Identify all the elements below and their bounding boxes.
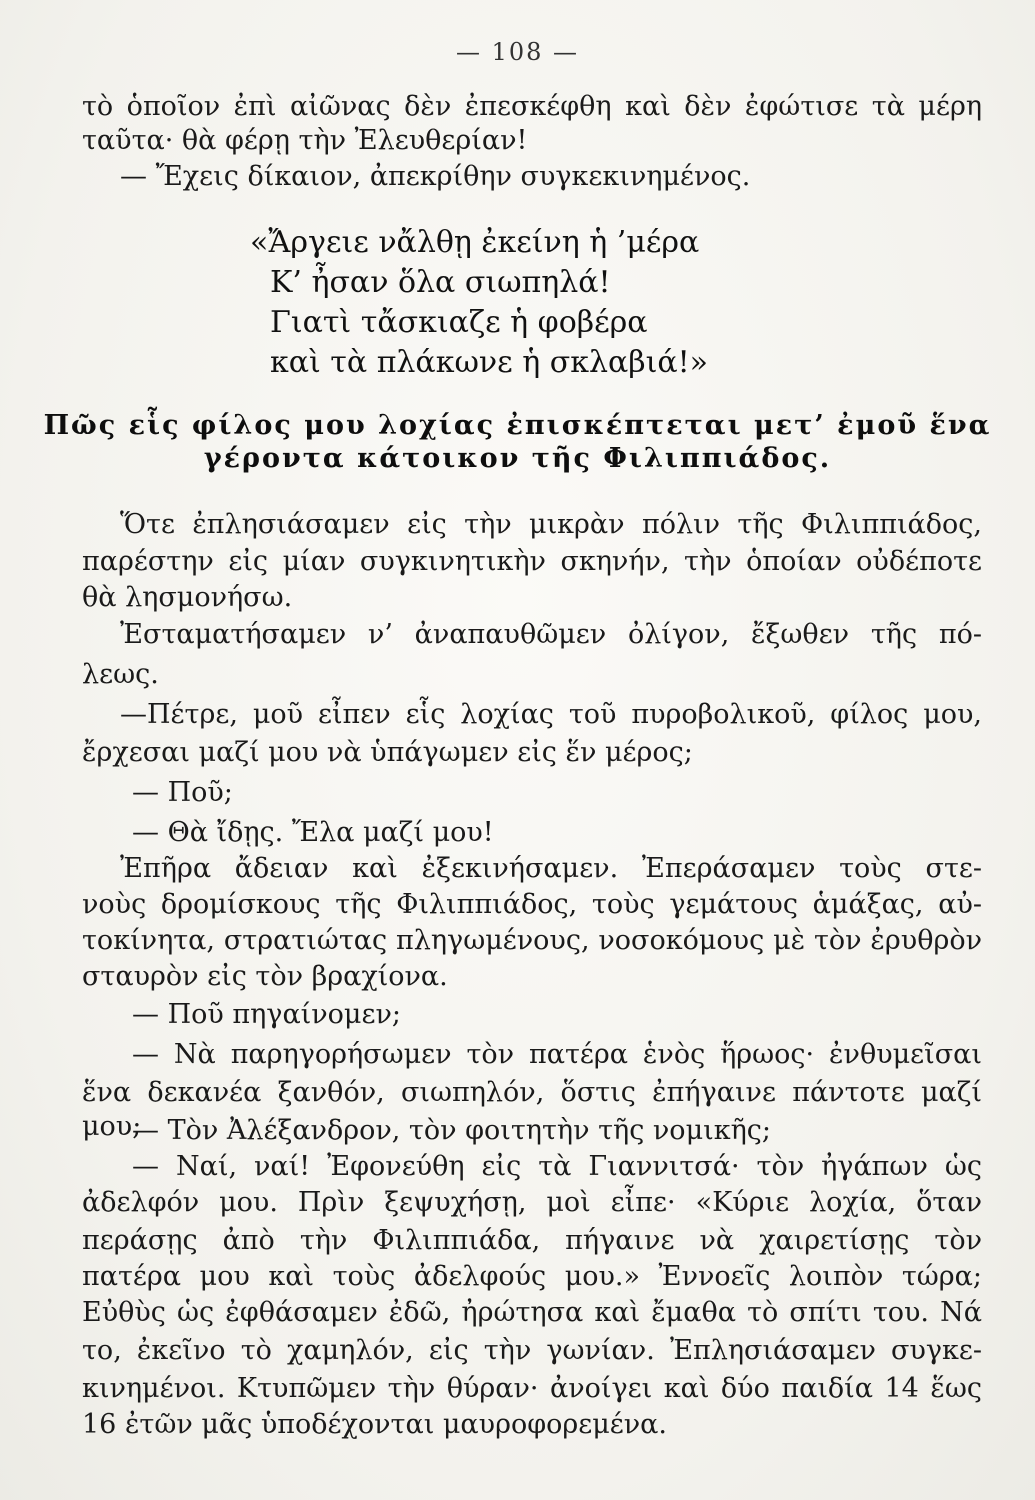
text-line: πατέρα μου καὶ τοὺς ἀδελφούς μου.» Ἐννοεῖς λοιπὸν τώρα; [82, 1261, 982, 1292]
text-line: — Ποῦ πηγαίνομεν; [132, 999, 401, 1030]
page-number: — 108 — [455, 38, 580, 66]
text-line: λεως. [82, 659, 159, 690]
text-line: — Ναί, ναί! Ἐφονεύθη εἰς τὰ Γιαννιτσά· τὸν ἠγάπων ὡς [132, 1151, 982, 1182]
text-line: —Πέτρε, μοῦ εἶπεν εἷς λοχίας τοῦ πυροβολικοῦ, φίλος μου, [120, 699, 982, 730]
text-line: σταυρὸν εἰς τὸν βραχίονα. [82, 961, 448, 992]
section-heading: Πῶς εἷς φίλος μου λοχίας ἐπισκέπτεται μετ’ ἐμοῦ ἕνα [43, 410, 992, 441]
text-line: — Ποῦ; [132, 777, 233, 808]
text-line: το, ἐκεῖνο τὸ χαμηλόν, εἰς τὴν γωνίαν. Ἐπλησιάσαμεν συγκε- [82, 1335, 982, 1366]
poem-line: Γιατὶ τἄσκιαζε ἡ φοβέρα [270, 305, 648, 340]
text-line: — Τὸν Ἀλέξανδρον, τὸν φοιτητὴν τῆς νομικῆς; [132, 1115, 771, 1146]
text-line: Ἐπῆρα ἄδειαν καὶ ἐξεκινήσαμεν. Ἐπεράσαμεν τοὺς στε- [120, 853, 982, 884]
text-line: ταῦτα· θὰ φέρῃ τὴν Ἐλευθερίαν! [82, 125, 528, 156]
text-line: νοὺς δρομίσκους τῆς Φιλιππιάδος, τοὺς γεμάτους ἁμάξας, αὐ- [82, 889, 982, 920]
text-line: ἔρχεσαι μαζί μου νὰ ὑπάγωμεν εἰς ἕν μέρος; [82, 737, 693, 768]
poem-line: καὶ τὰ πλάκωνε ἡ σκλαβιά!» [270, 345, 709, 380]
text-line: τοκίνητα, στρατιώτας πληγωμένους, νοσοκόμους μὲ τὸν ἐρυθρὸν [82, 925, 982, 956]
text-line: τὸ ὁποῖον ἐπὶ αἰῶνας δὲν ἐπεσκέφθη καὶ δὲν ἐφώτισε τὰ μέρη [82, 91, 982, 122]
text-line: Εὐθὺς ὡς ἐφθάσαμεν ἐδῶ, ἠρώτησα καὶ ἔμαθα τὸ σπίτι του. Νά [82, 1297, 982, 1328]
text-line: 16 ἐτῶν μᾶς ὑποδέχονται μαυροφορεμένα. [82, 1409, 667, 1440]
text-line: Ὅτε ἐπλησιάσαμεν εἰς τὴν μικρὰν πόλιν τῆς Φιλιππιάδος, [120, 509, 982, 540]
text-line: Ἐσταματήσαμεν ν’ ἀναπαυθῶμεν ὀλίγον, ἔξωθεν τῆς πό- [120, 619, 982, 650]
text-line: περάσῃς ἀπὸ τὴν Φιλιππιάδα, πήγαινε νὰ χαιρετίσῃς τὸν [82, 1225, 982, 1256]
text-line: — Θὰ ἴδῃς. Ἔλα μαζί μου! [132, 817, 494, 848]
text-line: ἕνα δεκανέα ξανθόν, σιωπηλόν, ὅστις ἐπήγαινε πάντοτε μαζί μου; [82, 1077, 982, 1142]
text-line: — Νὰ παρηγορήσωμεν τὸν πατέρα ἑνὸς ἥρωος· ἐνθυμεῖσαι [132, 1039, 982, 1070]
text-line: ἀδελφόν μου. Πρὶν ξεψυχήσῃ, μοὶ εἶπε· «Κύριε λοχία, ὅταν [82, 1187, 982, 1218]
text-line: θὰ λησμονήσω. [82, 582, 293, 613]
poem-line: «Ἄργειε νἄλθῃ ἐκείνη ἡ ’μέρα [250, 225, 700, 260]
text-line: κινημένοι. Κτυπῶμεν τὴν θύραν· ἀνοίγει καὶ δύο παιδία 14 ἕως [82, 1373, 982, 1404]
text-line: παρέστην εἰς μίαν συγκινητικὴν σκηνήν, τὴν ὁποίαν οὐδέποτε [82, 546, 982, 577]
poem-line: Κ’ ἦσαν ὅλα σιωπηλά! [270, 265, 611, 300]
text-line: — Ἔχεις δίκαιον, ἀπεκρίθην συγκεκινημένος. [120, 161, 751, 192]
section-heading: γέροντα κάτοικον τῆς Φιλιππιάδος. [203, 443, 832, 474]
